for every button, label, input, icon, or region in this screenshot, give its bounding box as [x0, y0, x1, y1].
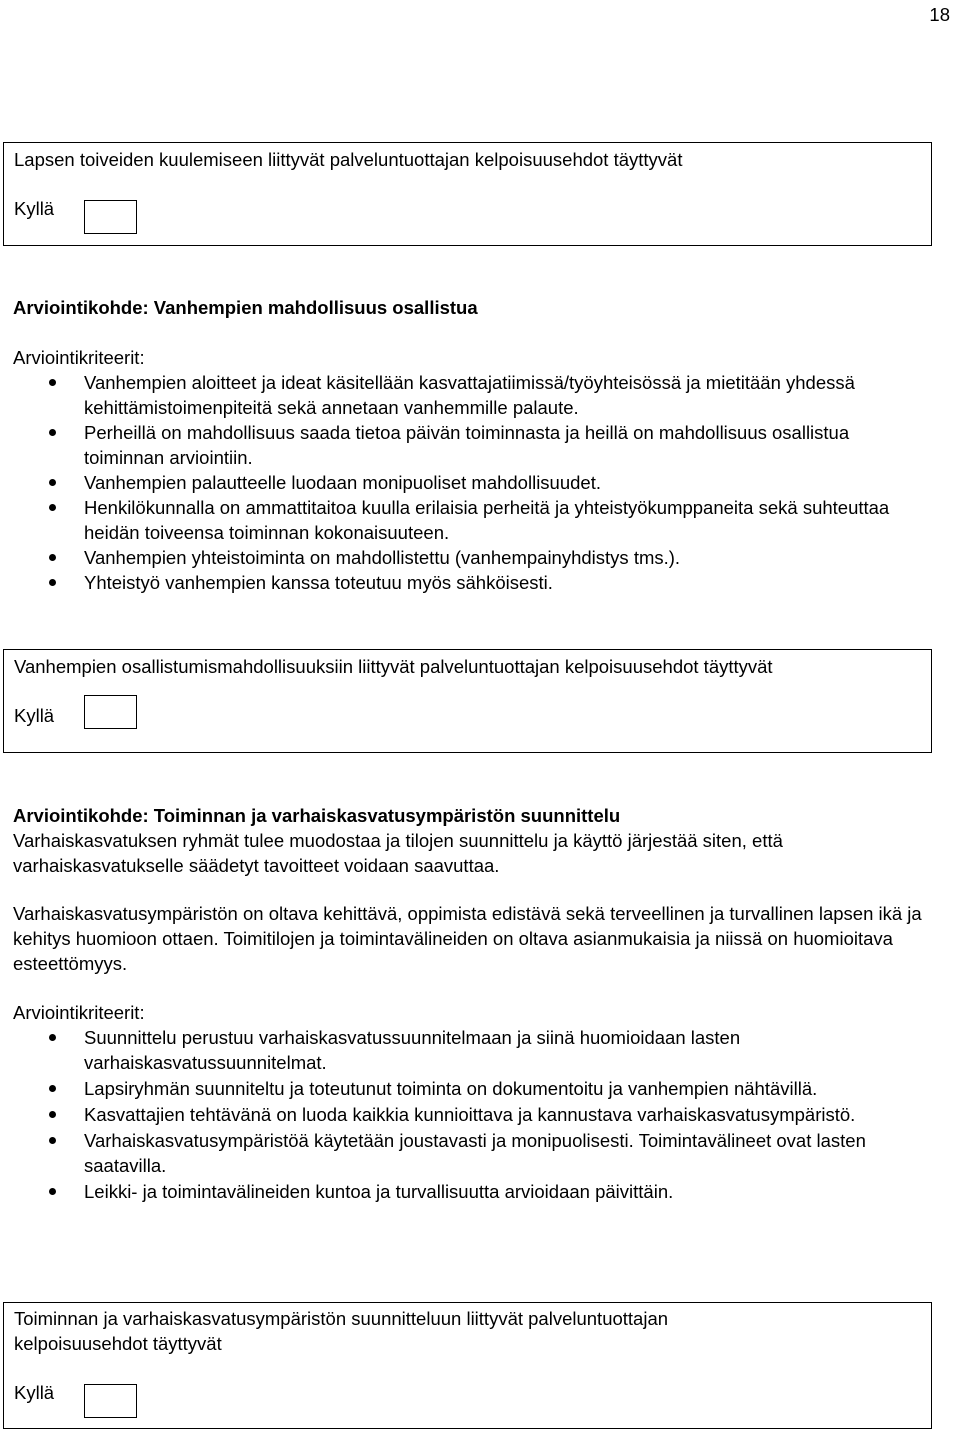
- list-item: Varhaiskasvatusympäristöä käytetään joustavasti ja monipuolisesti. Toimintavälineet ovat lasten saatavilla.: [0, 1128, 905, 1178]
- list-item: Yhteistyö vanhempien kanssa toteutuu myös sähköisesti.: [0, 570, 905, 595]
- eligibility-statement: Lapsen toiveiden kuulemiseen liittyvät palveluntuottajan kelpoisuusehdot täyttyvät: [14, 149, 683, 170]
- eligibility-box-environment-planning: [3, 1302, 932, 1429]
- yes-checkbox[interactable]: [84, 200, 137, 234]
- list-item: Suunnittelu perustuu varhaiskasvatussuunnitelmaan ja siinä huomioidaan lasten varhaiskasvatussuunnitelmat.: [0, 1025, 905, 1075]
- list-item: Leikki- ja toimintavälineiden kuntoa ja turvallisuutta arvioidaan päivittäin.: [0, 1179, 905, 1204]
- section-heading: Arviointikohde: Vanhempien mahdollisuus osallistua: [13, 297, 478, 318]
- yes-label: Kyllä: [14, 198, 55, 219]
- criteria-label: Arviointikriteerit:: [13, 347, 145, 368]
- yes-checkbox[interactable]: [84, 1384, 137, 1418]
- section-heading: Arviointikohde: Toiminnan ja varhaiskasvatusympäristön suunnittelu: [13, 805, 621, 826]
- list-item: Vanhempien aloitteet ja ideat käsitellään kasvattajatiimissä/työyhteisössä ja mietitään yhdessä kehittämistoimenpiteitä sekä annetaan vanhemmille palaute.: [0, 370, 905, 420]
- paragraph: Varhaiskasvatusympäristön on oltava kehittävä, oppimista edistävä sekä terveellinen ja turvallinen lapsen ikä ja kehitys huomioon ottaen. Toimitilojen ja toimintavälineiden on oltava asianmukaisia ja niissä on huomioitava esteettömyys.: [13, 903, 922, 974]
- criteria-label: Arviointikriteerit:: [13, 1002, 145, 1023]
- list-item: Lapsiryhmän suunniteltu ja toteutunut toiminta on dokumentoitu ja vanhempien nähtävillä.: [0, 1076, 905, 1101]
- list-item: Vanhempien palautteelle luodaan monipuoliset mahdollisuudet.: [0, 470, 905, 495]
- eligibility-statement: Vanhempien osallistumismahdollisuuksiin liittyvät palveluntuottajan kelpoisuusehdot täyttyvät: [14, 656, 773, 677]
- list-item: Kasvattajien tehtävänä on luoda kaikkia kunnioittava ja kannustava varhaiskasvatusympäristö.: [0, 1102, 905, 1127]
- paragraph: Varhaiskasvatuksen ryhmät tulee muodostaa ja tilojen suunnittelu ja käyttö järjestää siten, että varhaiskasvatukselle säädetyt tavoitteet voidaan saavuttaa.: [13, 830, 783, 876]
- criteria-list: [0, 1025, 905, 1204]
- yes-checkbox[interactable]: [84, 695, 137, 729]
- eligibility-statement: Toiminnan ja varhaiskasvatusympäristön suunnitteluun liittyvät palveluntuottajan kelpoisuusehdot täyttyvät: [14, 1308, 669, 1354]
- list-item: Perheillä on mahdollisuus saada tietoa päivän toiminnasta ja heillä on mahdollisuus osallistua toiminnan arviointiin.: [0, 420, 905, 470]
- yes-label: Kyllä: [14, 705, 55, 726]
- yes-label: Kyllä: [14, 1382, 55, 1403]
- list-item: Henkilökunnalla on ammattitaitoa kuulla erilaisia perheitä ja yhteistyökumppaneita sekä suhteuttaa heidän toiveensa toiminnan kokonaisuuteen.: [0, 495, 905, 545]
- eligibility-box-parent-participation: [3, 649, 932, 753]
- eligibility-box-child-wishes: [3, 142, 932, 246]
- page-number: 18: [929, 4, 950, 25]
- list-item: Vanhempien yhteistoiminta on mahdollistettu (vanhempainyhdistys tms.).: [0, 545, 905, 570]
- criteria-list: [0, 370, 905, 595]
